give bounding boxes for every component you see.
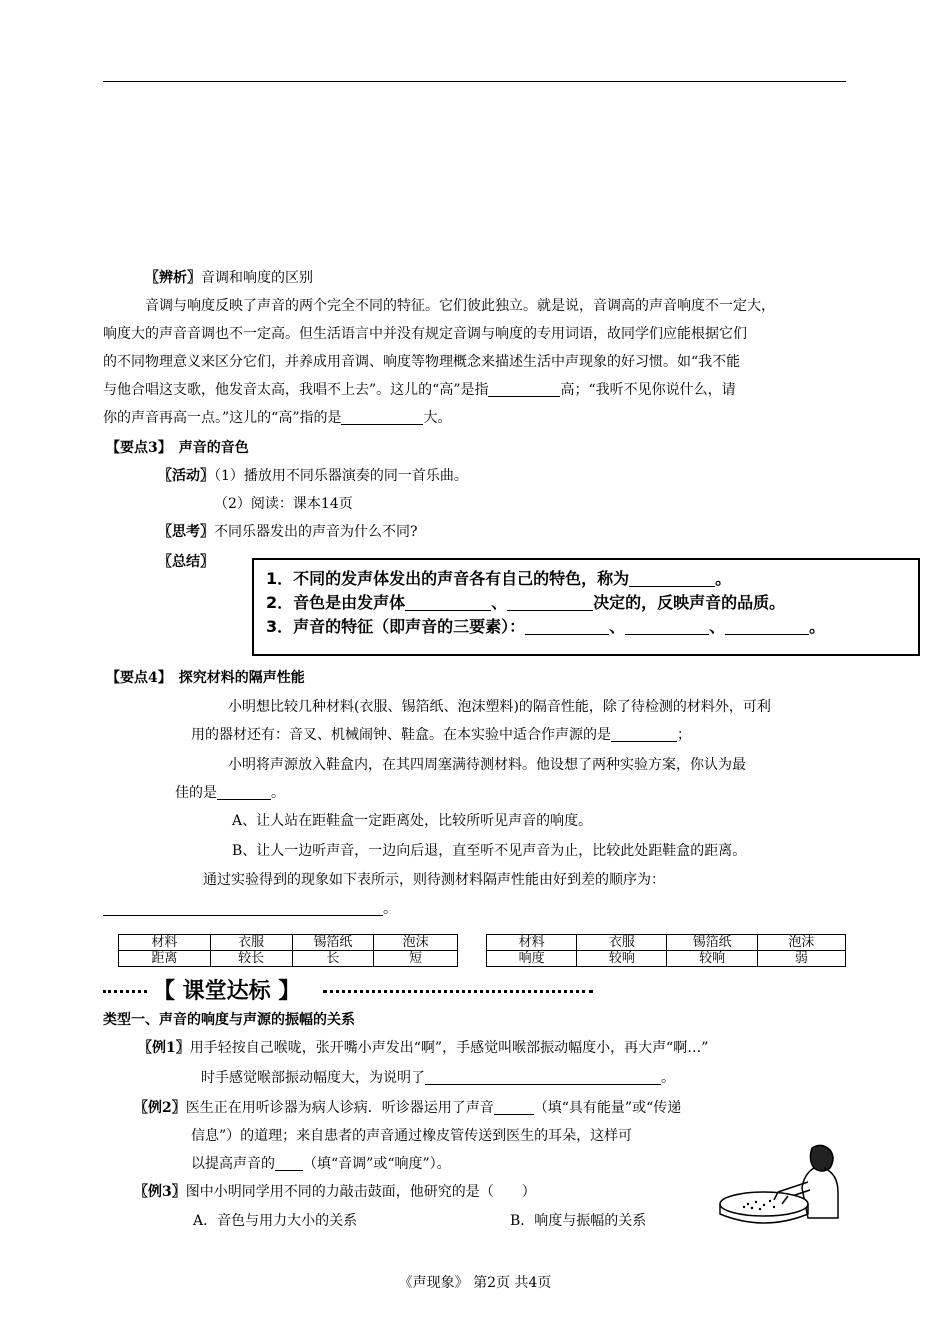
- example-1-tag: 〖例1〗: [138, 1040, 190, 1056]
- blank-high-pitch[interactable]: [488, 380, 560, 397]
- table-cell: 泡沫: [757, 935, 845, 951]
- summary-line-3-end: 。: [809, 617, 826, 636]
- blank-feature-2[interactable]: [625, 618, 709, 635]
- activity-line-1: [158, 465, 468, 487]
- bianxi-title: 音调和响度的区别: [201, 270, 313, 286]
- example-2-line-1: [134, 1097, 681, 1119]
- table-cell: 锡箔纸: [667, 935, 757, 951]
- option-b: B、让人一边听声音，一边向后退，直至听不见声音为止，比较此处距鞋盒的距离。: [232, 843, 747, 859]
- summary-line-2-text: 2．音色是由发声体: [266, 593, 406, 612]
- point4-para-4-text: 佳的是: [175, 785, 217, 801]
- blank-example-2-b[interactable]: [275, 1154, 303, 1171]
- example-1-line-1: [138, 1037, 708, 1059]
- example-2-text-2: （填“具有能量”或“传递: [533, 1100, 682, 1116]
- type1-heading: 类型一、声音的响度与声源的振幅的关系: [103, 1012, 355, 1028]
- summary-line-3-sep-2: 、: [709, 617, 726, 636]
- table-cell: 较响: [577, 951, 667, 967]
- table-cell: 距离: [119, 951, 211, 967]
- example-1-text: 用手轻按自己喉咙，张开嘴小声发出“啊”，手感觉叫喉部振动幅度小，再大声“啊…”: [189, 1040, 709, 1056]
- example-2-text: 医生正在用听诊器为病人诊病．听诊器运用了声音: [185, 1100, 494, 1116]
- example-2-line-3: [191, 1153, 451, 1175]
- blank-example-1[interactable]: [425, 1068, 661, 1085]
- table-cell: 弱: [757, 951, 845, 967]
- table-cell: 较长: [210, 951, 292, 967]
- summary-tag: 〖总结〗: [158, 554, 214, 570]
- summary-line-2-tail: 决定的，反映声音的品质。: [593, 593, 786, 612]
- point4-para-2-text: 用的器材还有：音叉、机械闹钟、鞋盒。在本实验中适合作声源的是: [191, 727, 611, 743]
- table-row: [119, 935, 458, 951]
- blank-timbre[interactable]: [629, 570, 715, 587]
- activity-item-2: （2）阅读：课本14页: [214, 496, 353, 512]
- table-cell: 材料: [119, 935, 211, 951]
- example-3-tag: 〖例3〗: [134, 1184, 186, 1200]
- summary-box: [252, 558, 920, 656]
- bianxi-tag: 〖辨析〗: [145, 270, 201, 286]
- blank-structure[interactable]: [507, 594, 593, 611]
- table-cell: 短: [374, 951, 458, 967]
- bianxi-line-4-text: 与他合唱这支歌，他发音太高，我唱不上去”。这儿的“高”是指: [103, 382, 489, 398]
- table-cell: 较响: [667, 951, 757, 967]
- point4-para-2: [191, 724, 691, 746]
- table-row: [119, 951, 458, 967]
- section-banner: [103, 974, 593, 1006]
- dotted-leader-left: [103, 990, 147, 993]
- blank-feature-1[interactable]: [525, 618, 609, 635]
- table-cell: 长: [292, 951, 374, 967]
- table-row: [487, 951, 846, 967]
- header-rule: [103, 81, 846, 82]
- example-3-option-a: A．音色与用力大小的关系: [193, 1213, 358, 1229]
- point3-heading: 【要点3】 声音的音色: [106, 440, 249, 456]
- bianxi-line-2: 响度大的声音音调也不一定高。但生活语言中并没有规定音调与响度的专用词语，故同学们应能根据它们: [103, 326, 747, 342]
- result-table-left: [118, 934, 458, 967]
- summary-line-2-sep: 、: [491, 593, 508, 612]
- option-a: A、让人站在距鞋盒一定距离处，比较所听见声音的响度。: [232, 813, 593, 829]
- bianxi-line-1: 音调与响度反映了声音的两个完全不同的特征。它们彼此独立。就是说，音调高的声音响度不一定大，: [145, 298, 775, 314]
- example-2-text-3: 以提高声音的: [191, 1156, 275, 1172]
- example-2-text-4: （填“音调”或“响度”）。: [303, 1156, 451, 1172]
- blank-feature-3[interactable]: [725, 618, 809, 635]
- result-table-right: [486, 934, 846, 967]
- example-3-line-1: [134, 1181, 536, 1203]
- point4-para-2-end: ；: [677, 727, 691, 743]
- example-2-line-2: 信息”）的道理；来自患者的声音通过橡皮管传送到医生的耳朵，这样可: [191, 1128, 633, 1144]
- summary-line-1: [266, 566, 731, 589]
- think-tag: 〖思考〗: [158, 524, 214, 540]
- example-1-line-2: [201, 1067, 675, 1089]
- table-cell: 响度: [487, 951, 577, 967]
- bianxi-line-5-text: 你的声音再高一点。”这儿的“高”指的是: [103, 410, 342, 426]
- point4-heading: 【要点4】 探究材料的隔声性能: [106, 670, 305, 686]
- page-footer: 《声现象》 第2页 共4页: [398, 1275, 552, 1291]
- example-1-end: 。: [661, 1070, 675, 1086]
- point4-para-6-end: 。: [383, 901, 397, 917]
- section-banner-title: 【 课堂达标 】: [153, 979, 301, 1004]
- summary-line-2: [266, 590, 785, 613]
- example-1-text-2: 时手感觉喉部振动幅度大，为说明了: [201, 1070, 425, 1086]
- blank-high-loud[interactable]: [341, 408, 423, 425]
- point4-para-4: [175, 782, 285, 804]
- table-cell: 材料: [487, 935, 577, 951]
- point4-para-3: 小明将声源放入鞋盒内，在其四周塞满待测材料。他设想了两种实验方案，你认为最: [228, 757, 746, 773]
- table-cell: 衣服: [577, 935, 667, 951]
- summary-line-3: [266, 614, 825, 637]
- example-2-tag: 〖例2〗: [134, 1100, 186, 1116]
- blank-order[interactable]: [103, 899, 383, 916]
- bianxi-line-4-tail: 高；“我听不见你说什么，请: [560, 382, 736, 398]
- blank-material[interactable]: [405, 594, 491, 611]
- bianxi-line-3: 的不同物理意义来区分它们，并养成用音调、响度等物理概念来描述生活中声现象的好习惯。如“我不能: [103, 354, 741, 370]
- bianxi-line-5: [103, 407, 451, 429]
- point4-para-1: 小明想比较几种材料(衣服、锡箔纸、泡沫塑料)的隔音性能，除了待检测的材料外，可利: [228, 699, 771, 715]
- summary-line-3-text: 3．声音的特征（即声音的三要素）：: [266, 617, 526, 636]
- bianxi-line-5-tail: 大。: [423, 410, 452, 426]
- point4-para-5: 通过实验得到的现象如下表所示，则待测材料隔声性能由好到差的顺序为：: [203, 872, 665, 888]
- summary-line-3-sep-1: 、: [609, 617, 626, 636]
- point4-para-4-end: 。: [271, 785, 285, 801]
- table-cell: 泡沫: [374, 935, 458, 951]
- think-line: [158, 521, 418, 543]
- summary-line-1-end: 。: [715, 569, 732, 588]
- activity-tag: 〖活动〗: [158, 468, 214, 484]
- think-text: 不同乐器发出的声音为什么不同?: [214, 524, 418, 540]
- point4-para-6: [103, 898, 397, 920]
- example-3-option-b: B．响度与振幅的关系: [510, 1213, 647, 1229]
- table-row: [487, 935, 846, 951]
- table-cell: 锡箔纸: [292, 935, 374, 951]
- table-cell: 衣服: [210, 935, 292, 951]
- blank-best-plan[interactable]: [217, 783, 271, 800]
- blank-sound-source[interactable]: [611, 725, 677, 742]
- example-3-text: 图中小明同学用不同的力敲击鼓面，他研究的是（ ）: [185, 1184, 536, 1200]
- dotted-leader-right: [323, 990, 593, 993]
- summary-line-1-text: 1．不同的发声体发出的声音各有自己的特色，称为: [266, 569, 630, 588]
- bianxi-heading: [145, 267, 313, 289]
- blank-example-2-a[interactable]: [494, 1098, 534, 1115]
- activity-item-1: （1）播放用不同乐器演奏的同一首乐曲。: [214, 468, 468, 484]
- bianxi-line-4: [103, 379, 736, 401]
- drum-player-figure: [718, 1142, 846, 1224]
